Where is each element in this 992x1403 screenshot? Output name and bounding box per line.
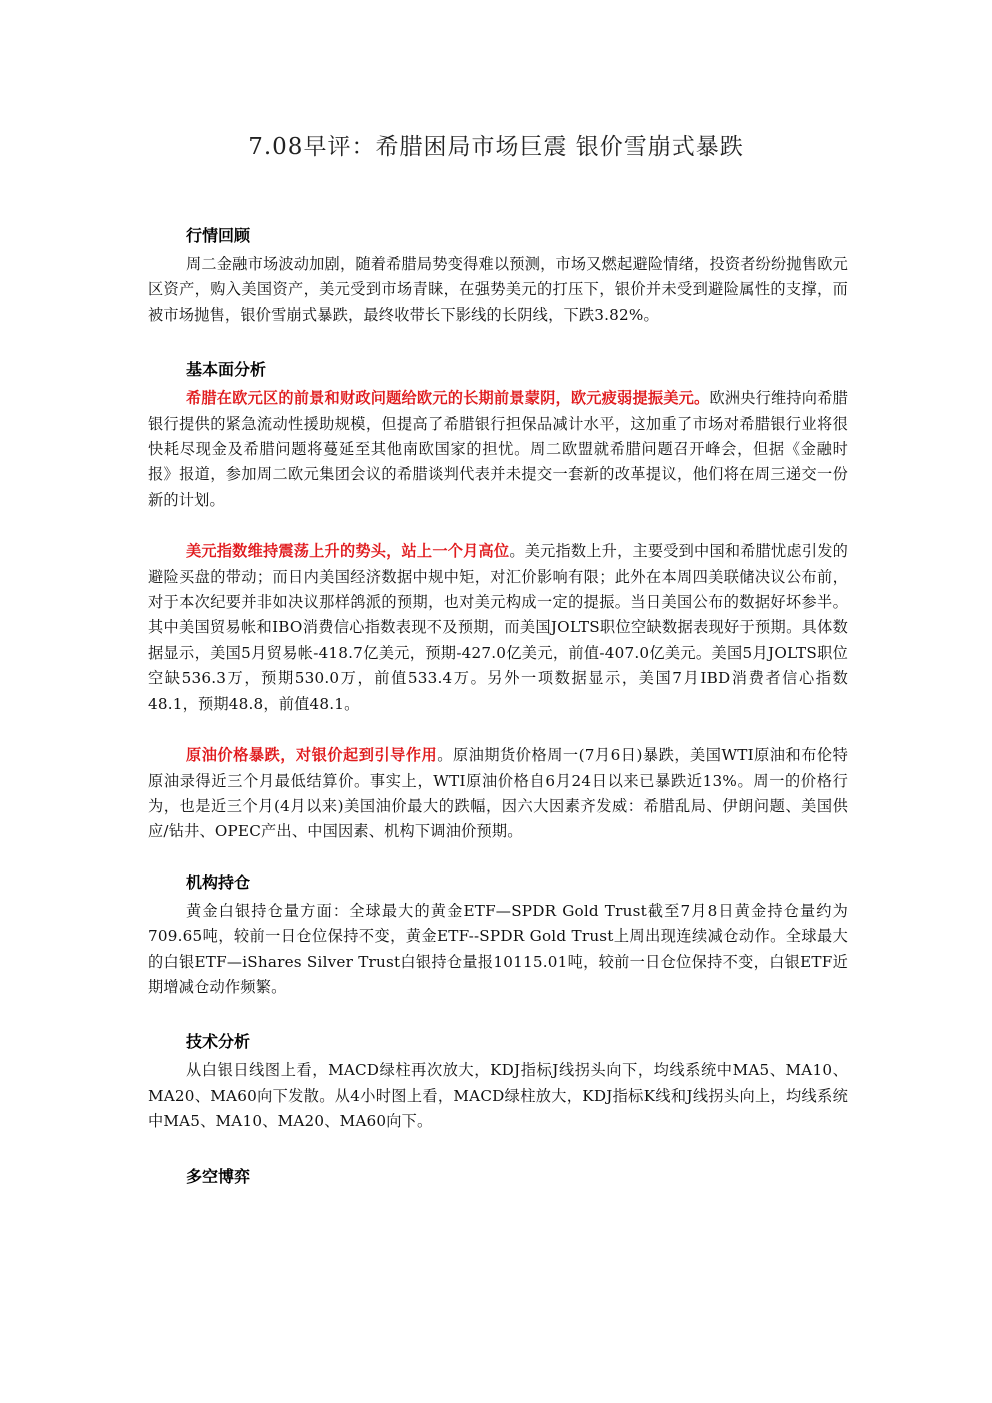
- document-title: 7.08早评：希腊困局市场巨震 银价雪崩式暴跌: [248, 134, 744, 160]
- fundamental-lead-3: 原油价格暴跌，对银价起到引导作用: [186, 746, 438, 765]
- section-heading-technical: 技术分析: [186, 1032, 251, 1052]
- document-body: [148, 220, 848, 1193]
- fundamental-paragraph-2: [148, 539, 848, 717]
- section-heading-fundamental: 基本面分析: [186, 360, 267, 380]
- section-heading-bullbear: 多空博弈: [186, 1166, 251, 1186]
- review-paragraph: 周二金融市场波动加剧，随着希腊局势变得难以预测，市场又燃起避险情绪，投资者纷纷抛售欧元区资产，购入美国资产，美元受到市场青睐，在强势美元的打压下，银价并未受到避险属性的支撑，而被市场抛售，银价雪崩式暴跌，最终收带长下影线的长阴线，下跌3.82%。: [148, 255, 848, 324]
- fundamental-body-2: 。美元指数上升，主要受到中国和希腊忧虑引发的避险买盘的带动；而日内美国经济数据中规中矩，对汇价影响有限；此外在本周四美联储决议公布前，对于本次纪要并非如决议那样鸽派的预期，也对美元构成一定的提振。当日美国公布的数据好坏参半。其中美国贸易帐和IBO消费信心指数表现不及预期，而美国JOLTS职位空缺数据表现好于预期。具体数据显示，美国5月贸易帐-418.7亿美元，预期-427.0亿美元，前值-407.0亿美元。美国5月JOLTS职位空缺536.3万，预期530.0万，前值533.4万。另外一项数据显示，美国7月IBD消费者信心指数48.1，预期48.8，前值48.1。: [148, 542, 849, 713]
- section-heading-review: 行情回顾: [186, 226, 251, 245]
- fundamental-lead-2: 美元指数维持震荡上升的势头，站上一个月高位: [186, 542, 510, 561]
- fundamental-lead-1: 希腊在欧元区的前景和财政问题给欧元的长期前景蒙阴，欧元疲弱提振美元。: [186, 389, 710, 408]
- fundamental-paragraph-3: [148, 743, 848, 845]
- section-heading-positions: 机构持仓: [186, 872, 251, 892]
- technical-paragraph: 从白银日线图上看，MACD绿柱再次放大，KDJ指标J线拐头向下，均线系统中MA5、MA10、MA20、MA60向下发散。从4小时图上看，MACD绿柱放大，KDJ指标K线和J线拐头向上，均线系统中MA5、MA10、MA20、MA60向下。: [148, 1061, 848, 1131]
- fundamental-body-3: 。原油期货价格周一(7月6日)暴跌，美国WTI原油和布伦特原油录得近三个月最低结算价。事实上，WTI原油价格自6月24日以来已暴跌近13%。周一的价格行为，也是近三个月(4月以来)美国油价最大的跌幅，因六大因素齐发威：希腊乱局、伊朗问题、美国供应/钻井、OPEC产出、中国因素、机构下调油价预期。: [148, 746, 849, 841]
- fundamental-paragraph-1: [148, 386, 848, 513]
- fundamental-body-1: 欧洲央行维持向希腊银行提供的紧急流动性援助规模，但提高了希腊银行担保品减计水平，这加重了市场对希腊银行业将很快耗尽现金及希腊问题将蔓延至其他南欧国家的担忧。周二欧盟就希腊问题召开峰会，但据《金融时报》报道，参加周二欧元集团会议的希腊谈判代表并未提交一套新的改革提议，他们将在周三递交一份新的计划。: [148, 389, 848, 509]
- positions-paragraph: 黄金白银持仓量方面：全球最大的黄金ETF—SPDR Gold Trust截至7月8日黄金持仓量约为709.65吨，较前一日仓位保持不变，黄金ETF--SPDR Gold Trust上周出现连续减仓动作。全球最大的白银ETF—iShares Silver Trust白银持仓量报10115.01吨，较前一日仓位保持不变，白银ETF近期增减仓动作频繁。: [148, 901, 848, 996]
